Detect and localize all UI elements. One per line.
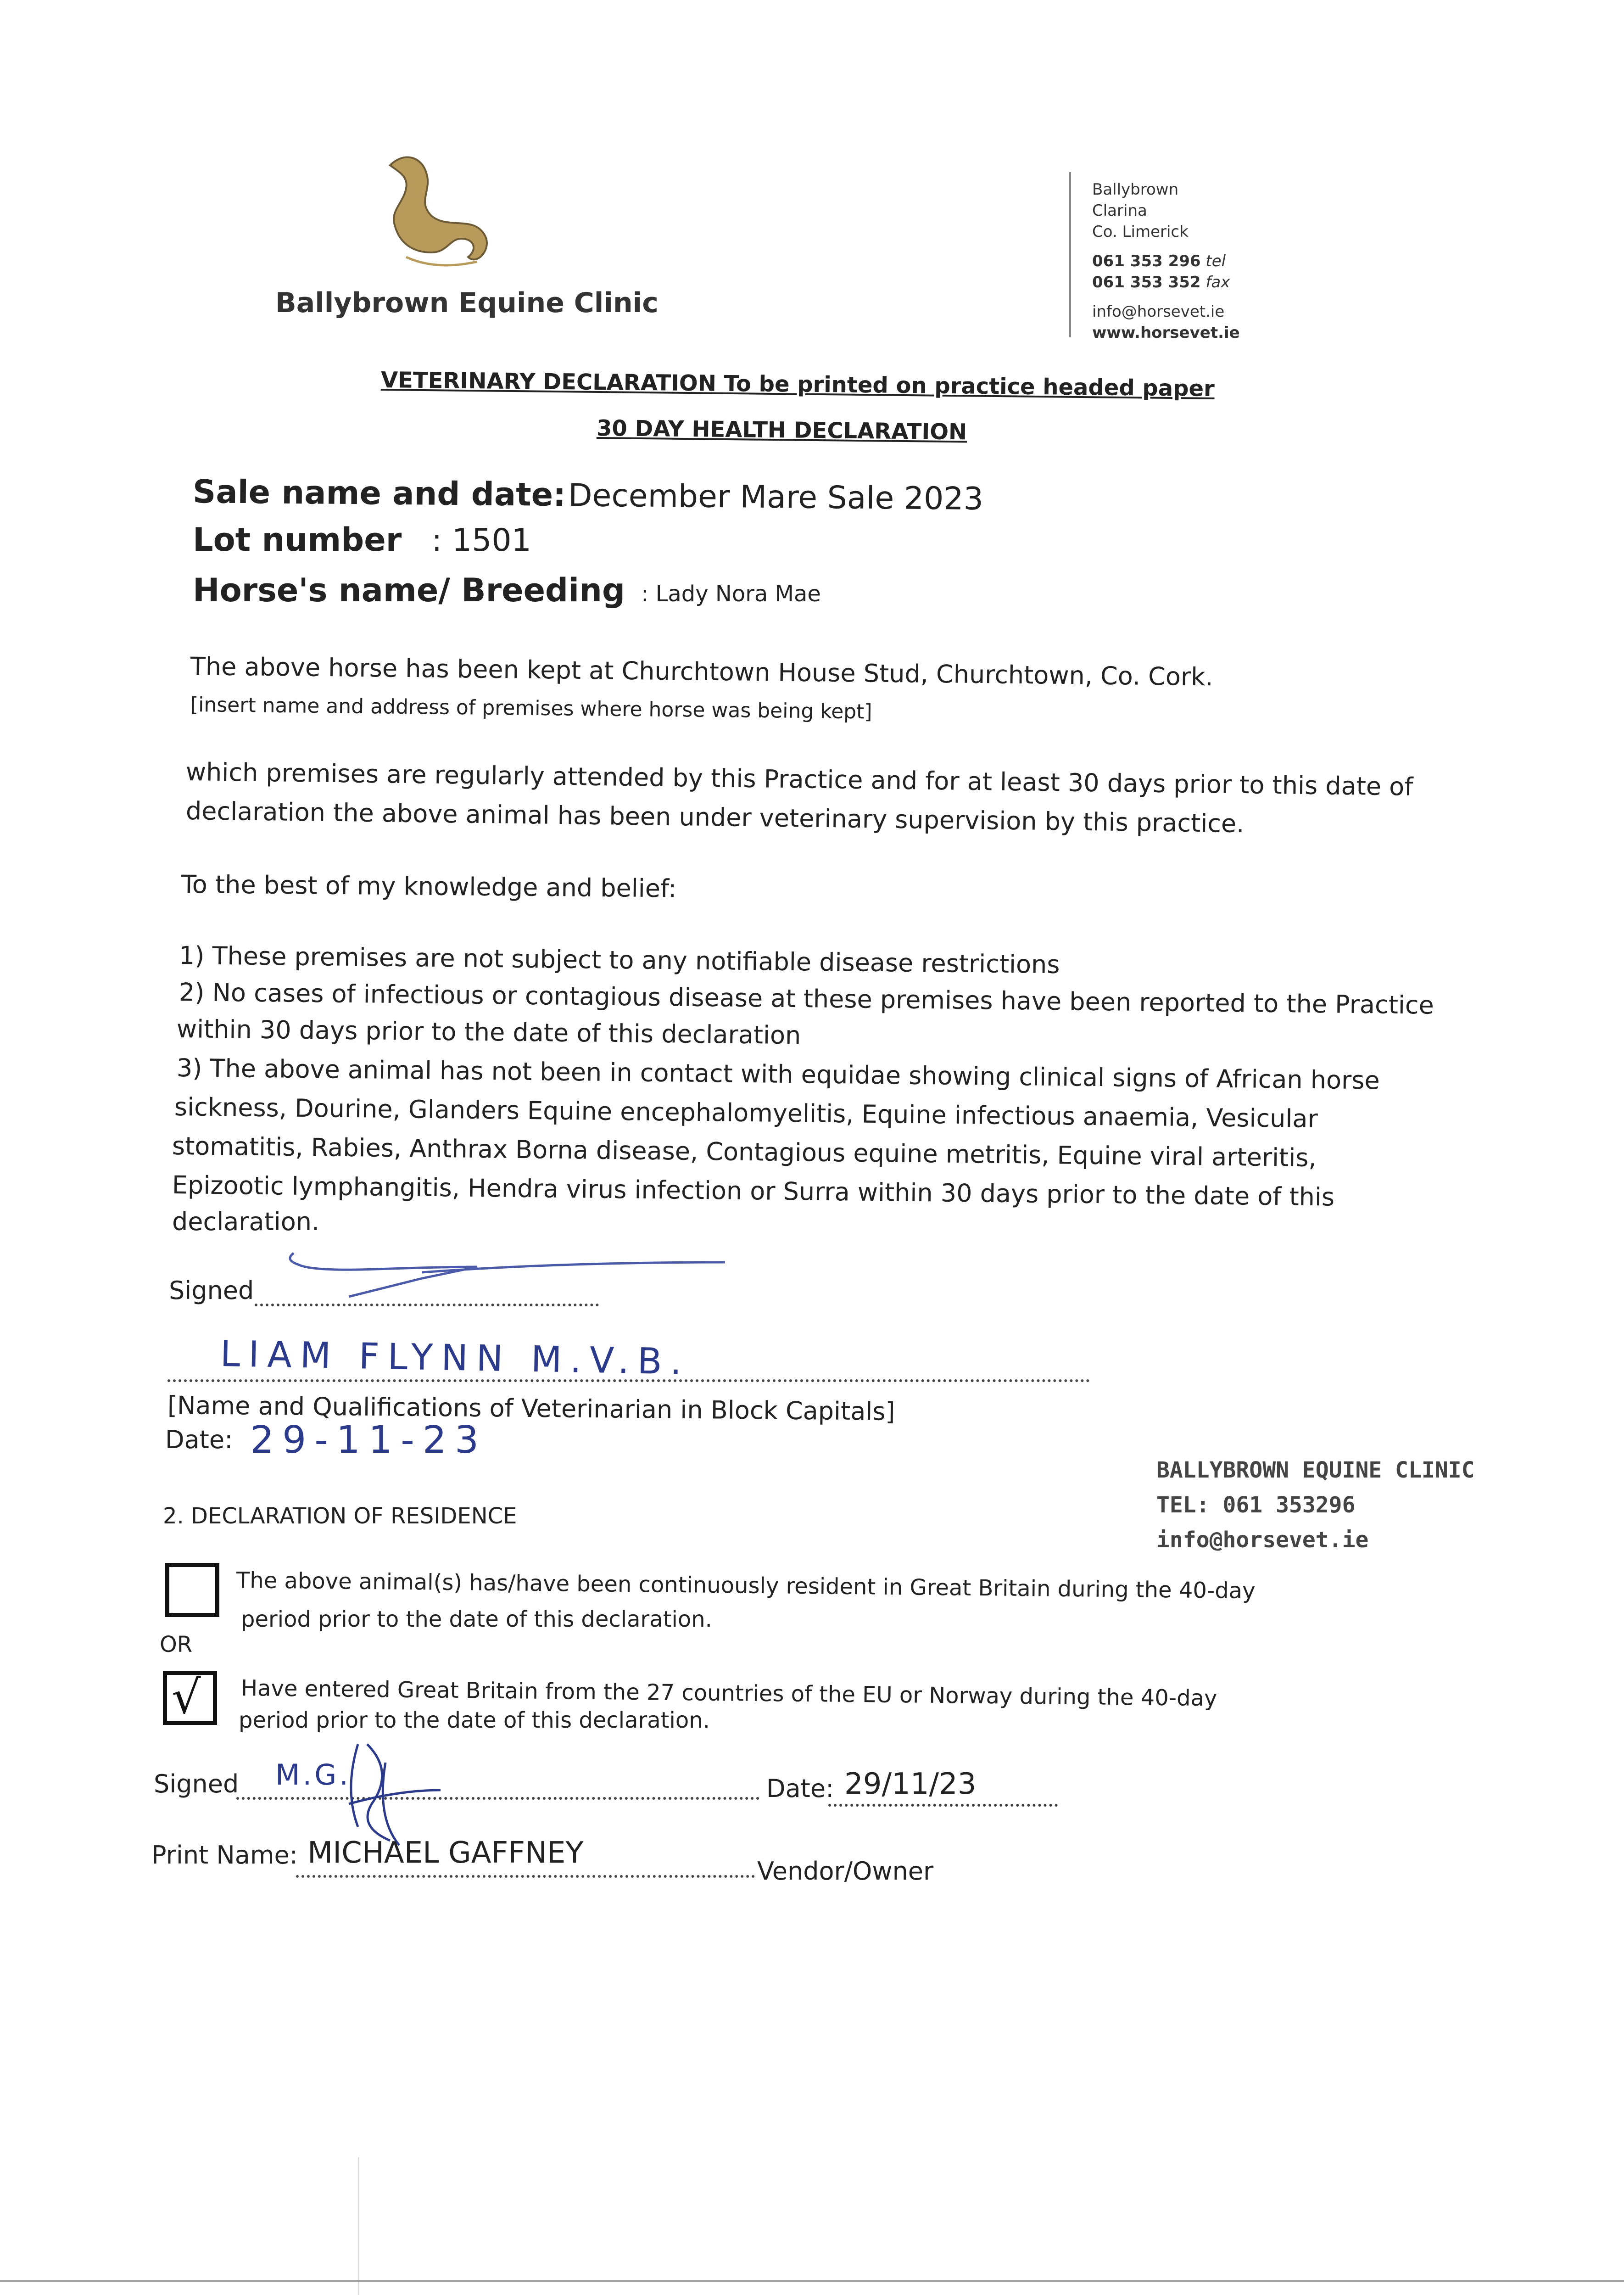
checkmark-icon: √ [172,1670,201,1724]
or-label: OR [160,1632,193,1657]
statement-1: 1) These premises are not subject to any notifiable disease restrictions [179,941,1060,980]
letterhead-divider [1069,172,1071,337]
stamp-line-1: BALLYBROWN EQUINE CLINIC [1156,1457,1475,1483]
statement-2-line-2: within 30 days prior to the date of this declaration [176,1014,801,1050]
stamp-line-3: info@horsevet.ie [1156,1527,1369,1553]
residence-option-2-line-2: period prior to the date of this declaration. [239,1707,710,1733]
vet-name: LIAM FLYNN M.V.B. [220,1333,691,1383]
horse-name-label: Horse's name/ Breeding [193,571,625,609]
owner-date-value: 29/11/23 [844,1767,977,1801]
vet-date-label: Date: [165,1425,233,1454]
clinic-email: info@horsevet.ie [1092,302,1225,321]
sale-name-label: Sale name and date: [192,473,566,514]
sale-name-value: December Mare Sale 2023 [568,477,984,518]
sale-name-row [193,473,984,517]
premises-line: The above horse has been kept at Churchtown House Stud, Churchtown, Co. Cork. [190,652,1213,692]
residence-gb-checkbox[interactable] [165,1563,219,1617]
print-name-label: Print Name: [151,1841,298,1870]
vet-name-hint: [Name and Qualifications of Veterinarian in Block Capitals] [167,1391,895,1426]
clinic-address [1092,179,1240,343]
scan-bottom-line [0,2280,1624,2282]
statement-3-line-5: declaration. [172,1207,320,1236]
statement-3-line-1: 3) The above animal has not been in contact with equidae showing clinical signs of African horse [176,1053,1380,1095]
lot-number-row [193,521,531,559]
residence-eu-checkbox[interactable] [163,1671,217,1725]
statement-3-line-2: sickness, Dourine, Glanders Equine encephalomyelitis, Equine infectious anaemia, Vesicular [174,1092,1318,1134]
owner-signed-label: Signed [154,1769,239,1798]
horse-name-row [193,571,821,609]
clinic-name: Ballybrown Equine Clinic [275,287,659,319]
stamp-line-2: TEL: 061 353296 [1156,1492,1356,1518]
print-name-line [296,1875,755,1878]
residence-option-1-line-1: The above animal(s) has/have been continuously resident in Great Britain during the 40-day [236,1567,1256,1604]
vet-signature-line [255,1304,599,1306]
residence-option-1-line-2: period prior to the date of this declaration. [241,1606,712,1632]
statement-2-line-1: 2) No cases of infectious or contagious disease at these premises have been reported to the Practice [179,978,1434,1020]
knowledge-heading: To the best of my knowledge and belief: [181,870,677,903]
residence-option-2-line-1: Have entered Great Britain from the 27 countries of the EU or Norway during the 40-day [240,1675,1217,1712]
residence-heading: 2. DECLARATION OF RESIDENCE [163,1503,517,1529]
clinic-tel: 061 353 296 tel [1092,252,1226,270]
clinic-logo [363,147,505,285]
lot-number-value: : 1501 [431,522,531,559]
clinic-stamp [1156,1453,1475,1557]
supervision-paragraph-line-2: declaration the above animal has been under veterinary supervision by this practice. [185,796,1245,839]
owner-date-label: Date: [766,1774,834,1803]
scan-edge-line [358,2157,359,2295]
statement-3-line-4: Epizootic lymphangitis, Hendra virus infection or Surra within 30 days prior to the date of this [172,1170,1335,1212]
clinic-fax: 061 353 352 fax [1092,273,1230,291]
address-line-1: Ballybrown [1092,180,1179,199]
statement-3-line-3: stomatitis, Rabies, Anthrax Borna disease, Contagious equine metritis, Equine viral arteritis, [172,1131,1317,1173]
document-subtitle: 30 DAY HEALTH DECLARATION [596,415,967,445]
document-title: VETERINARY DECLARATION To be printed on practice headed paper [380,367,1215,402]
premises-hint: [insert name and address of premises where horse was being kept] [190,693,872,724]
owner-date-line [828,1804,1058,1807]
horse-logo-icon [363,147,505,285]
supervision-paragraph-line-1: which premises are regularly attended by this Practice and for at least 30 days prior to this date of [185,757,1413,801]
vet-signed-label: Signed [169,1276,254,1305]
print-name-value: MICHAEL GAFFNEY [307,1836,584,1870]
clinic-website: www.horsevet.ie [1092,324,1240,342]
owner-signature: M.G. [275,1758,351,1791]
horse-name-value: : Lady Nora Mae [641,581,821,607]
vendor-owner-label: Vendor/Owner [757,1857,934,1886]
address-line-2: Clarina [1092,202,1147,220]
address-line-3: Co. Limerick [1092,223,1189,241]
lot-number-label: Lot number [193,521,402,559]
vet-signature [285,1244,743,1304]
vet-date-value: 29-11-23 [250,1418,487,1462]
owner-signature-line [236,1797,759,1800]
